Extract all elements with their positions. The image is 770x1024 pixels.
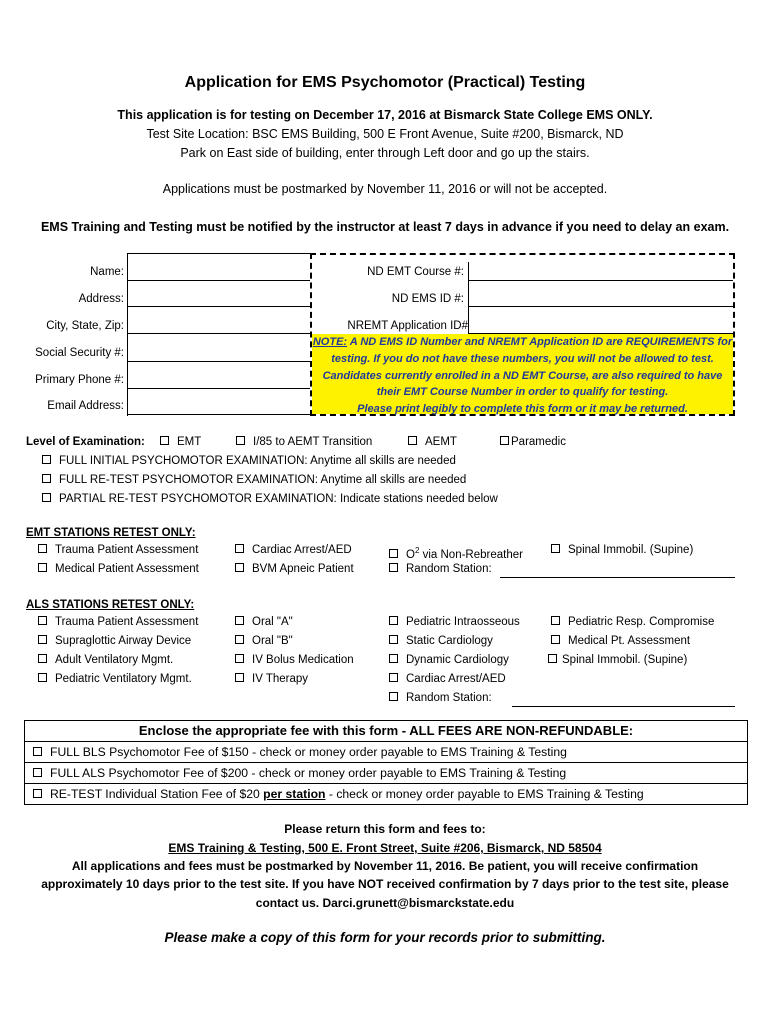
checkbox-icon[interactable]	[389, 563, 398, 572]
checkbox-icon[interactable]	[500, 436, 509, 445]
postmark-line: Applications must be postmarked by November 11, 2016 or will not be accepted.	[162, 182, 608, 196]
level-aemt[interactable]	[408, 436, 457, 448]
checkbox-icon[interactable]	[235, 654, 244, 663]
checkbox-icon[interactable]	[548, 654, 557, 663]
level-i85[interactable]	[236, 436, 372, 448]
station-label: Cardiac Arrest/AED	[252, 544, 352, 556]
phone-field[interactable]	[127, 388, 310, 389]
level-label: Level of Examination:	[26, 436, 145, 448]
als-col4-item[interactable]	[551, 616, 714, 628]
checkbox-icon[interactable]	[389, 654, 398, 663]
exam-type-full-retest[interactable]	[42, 474, 466, 486]
station-label: Pediatric Intraosseous	[406, 616, 520, 628]
fee-bls[interactable]	[25, 742, 747, 763]
fee-label-suffix: - check or money order payable to EMS Training & Testing	[325, 787, 644, 801]
exam-type-label: FULL RE-TEST PSYCHOMOTOR EXAMINATION: Anytime all skills are needed	[59, 474, 467, 486]
station-label: Pediatric Resp. Compromise	[568, 616, 715, 628]
als-col1-item[interactable]	[38, 616, 198, 628]
station-label: IV Bolus Medication	[252, 654, 354, 666]
checkbox-icon[interactable]	[389, 692, 398, 701]
checkbox-icon[interactable]	[551, 544, 560, 553]
emt-o2[interactable]	[389, 546, 523, 561]
station-label: Cardiac Arrest/AED	[406, 673, 506, 685]
als-col2-item[interactable]	[235, 616, 293, 628]
station-label: Spinal Immobil. (Supine)	[562, 654, 688, 666]
station-label: Trauma Patient Assessment	[55, 616, 199, 628]
level-aemt-label: AEMT	[425, 436, 457, 448]
fee-label: FULL BLS Psychomotor Fee of $150 - check or money order payable to EMS Training & Testing	[50, 745, 567, 759]
checkbox-icon[interactable]	[389, 673, 398, 682]
checkbox-icon[interactable]	[38, 563, 47, 572]
fee-label: FULL ALS Psychomotor Fee of $200 - check or money order payable to EMS Training & Testing	[50, 766, 567, 780]
station-label-suffix: via Non-Rebreather	[419, 548, 523, 561]
checkbox-icon[interactable]	[235, 544, 244, 553]
fee-label: RE-TEST Individual Station Fee of $20	[50, 787, 264, 801]
name-label: Name:	[90, 266, 124, 278]
checkbox-icon[interactable]	[38, 544, 47, 553]
fees-table	[24, 720, 748, 805]
station-label: Oral "A"	[252, 616, 293, 628]
course-number-field[interactable]	[468, 280, 733, 281]
als-col2-item[interactable]	[235, 654, 354, 666]
emt-cardiac[interactable]	[235, 544, 352, 556]
station-label: Medical Patient Assessment	[55, 563, 199, 575]
return-line-4: approximately 10 days prior to the test site. If you have NOT received confirmation by 7 days prior to the test site, please	[41, 877, 729, 891]
checkbox-icon[interactable]	[389, 635, 398, 644]
station-label: Trauma Patient Assessment	[55, 544, 199, 556]
ems-id-field[interactable]	[468, 306, 733, 307]
checkbox-icon[interactable]	[33, 768, 42, 777]
als-col1-item[interactable]	[38, 654, 173, 666]
station-label: Random Station:	[406, 563, 492, 575]
return-line-3: All applications and fees must be postmarked by November 11, 2016. Be patient, you will receive confirmation	[71, 859, 699, 873]
requirements-note	[312, 334, 733, 414]
checkbox-icon[interactable]	[236, 436, 245, 445]
checkbox-icon[interactable]	[389, 616, 398, 625]
checkbox-icon[interactable]	[160, 436, 169, 445]
test-date-line: This application is for testing on December 17, 2016 at Bismarck State College EMS ONLY.	[117, 108, 653, 122]
level-emt[interactable]	[160, 436, 201, 448]
emt-spinal[interactable]	[551, 544, 693, 556]
test-location-line: Test Site Location: BSC EMS Building, 500 E Front Avenue, Suite #200, Bismarck, ND	[146, 127, 624, 141]
note-line-3: Candidates currently enrolled in a ND EMT Course, are also required to have	[322, 369, 723, 382]
checkbox-icon[interactable]	[235, 673, 244, 682]
checkbox-icon[interactable]	[235, 635, 244, 644]
checkbox-icon[interactable]	[38, 654, 47, 663]
als-col4-item[interactable]	[551, 635, 690, 647]
als-col1-item[interactable]	[38, 673, 192, 685]
exam-type-partial-retest[interactable]	[42, 493, 498, 505]
nremt-id-label: NREMT Application ID#	[347, 320, 468, 332]
als-col2-item[interactable]	[235, 635, 293, 647]
return-address: EMS Training & Testing, 500 E. Front Street, Suite #206, Bismarck, ND 58504	[168, 841, 602, 855]
checkbox-icon[interactable]	[38, 616, 47, 625]
station-label: Spinal Immobil. (Supine)	[568, 544, 694, 556]
field-column-divider	[127, 253, 128, 416]
als-col1-item[interactable]	[38, 635, 191, 647]
exam-type-label: FULL INITIAL PSYCHOMOTOR EXAMINATION: Anytime all skills are needed	[59, 455, 456, 467]
station-label: Supraglottic Airway Device	[55, 635, 192, 647]
field-top-line	[127, 253, 310, 254]
emt-trauma[interactable]	[38, 544, 198, 556]
station-label: Static Cardiology	[406, 635, 493, 647]
email-label: Email Address:	[47, 400, 124, 412]
emt-bvm[interactable]	[235, 563, 354, 575]
page-title: Application for EMS Psychomotor (Practical) Testing	[184, 74, 586, 91]
address-field[interactable]	[127, 306, 310, 307]
checkbox-icon[interactable]	[42, 493, 51, 502]
return-line-5: contact us. Darci.grunett@bismarckstate.edu	[255, 896, 515, 910]
ssn-field[interactable]	[127, 361, 310, 362]
email-field[interactable]	[127, 414, 310, 415]
ssn-label: Social Security #:	[35, 347, 124, 359]
delay-notice: EMS Training and Testing must be notified by the instructor at least 7 days in advance if you need to delay an exam.	[40, 220, 730, 234]
parking-line: Park on East side of building, enter through Left door and go up the stairs.	[180, 146, 590, 160]
als-col3-item[interactable]	[389, 635, 493, 647]
station-label: BVM Apneic Patient	[252, 563, 354, 575]
emt-stations-heading: EMT STATIONS RETEST ONLY:	[26, 527, 196, 539]
level-emt-label: EMT	[177, 436, 202, 448]
checkbox-icon[interactable]	[38, 635, 47, 644]
fee-label-emphasis: per station	[263, 787, 326, 801]
return-heading: Please return this form and fees to:	[284, 822, 486, 836]
level-i85-label: I/85 to AEMT Transition	[253, 436, 373, 448]
fee-als[interactable]	[25, 763, 747, 784]
fee-retest[interactable]	[25, 784, 747, 804]
station-label: Pediatric Ventilatory Mgmt.	[55, 673, 192, 685]
level-paramedic-label: Paramedic	[511, 436, 566, 448]
checkbox-icon[interactable]	[33, 789, 42, 798]
als-col3-item[interactable]	[389, 616, 520, 628]
note-line-2: testing. If you do not have these numbers, you will not be allowed to test.	[331, 352, 714, 365]
checkbox-icon[interactable]	[551, 616, 560, 625]
note-line-1: A ND EMS ID Number and NREMT Application ID are REQUIREMENTS for	[347, 336, 733, 348]
level-paramedic[interactable]	[500, 436, 566, 448]
exam-type-label: PARTIAL RE-TEST PSYCHOMOTOR EXAMINATION: Indicate stations needed below	[59, 493, 498, 505]
als-col3-item[interactable]	[389, 654, 509, 666]
als-random[interactable]	[389, 692, 492, 704]
id-field-divider	[468, 262, 469, 334]
checkbox-icon[interactable]	[38, 673, 47, 682]
note-line-5: Please print legibly to complete this form or it may be returned.	[357, 403, 688, 416]
emt-random-field[interactable]	[500, 577, 735, 578]
station-label: Medical Pt. Assessment	[568, 635, 691, 647]
als-col4-item[interactable]	[548, 654, 687, 666]
checkbox-icon[interactable]	[33, 747, 42, 756]
station-label: Oral "B"	[252, 635, 293, 647]
station-label: Random Station:	[406, 692, 492, 704]
checkbox-icon[interactable]	[42, 455, 51, 464]
city-state-zip-field[interactable]	[127, 333, 310, 334]
emt-medical[interactable]	[38, 563, 199, 575]
station-label: Adult Ventilatory Mgmt.	[55, 654, 174, 666]
station-label: O	[406, 548, 415, 561]
als-random-field[interactable]	[512, 706, 735, 707]
checkbox-icon[interactable]	[551, 635, 560, 644]
checkbox-icon[interactable]	[389, 549, 398, 558]
checkbox-icon[interactable]	[408, 436, 417, 445]
note-prefix: NOTE:	[312, 336, 348, 348]
ems-id-label: ND EMS ID #:	[391, 293, 464, 305]
checkbox-icon[interactable]	[235, 616, 244, 625]
note-line-4: their EMT Course Number in order to qualify for testing.	[376, 386, 669, 399]
checkbox-icon[interactable]	[235, 563, 244, 572]
checkbox-icon[interactable]	[42, 474, 51, 483]
name-field[interactable]	[127, 280, 310, 281]
als-col2-item[interactable]	[235, 673, 308, 685]
station-label: IV Therapy	[252, 673, 309, 685]
copy-reminder: Please make a copy of this form for your records prior to submitting.	[164, 930, 606, 945]
address-label: Address:	[78, 293, 124, 305]
o2-superscript: 2	[414, 546, 420, 555]
emt-random[interactable]	[389, 563, 492, 575]
city-state-zip-label: City, State, Zip:	[46, 320, 124, 332]
exam-type-full-initial[interactable]	[42, 455, 456, 467]
course-number-label: ND EMT Course #:	[367, 266, 464, 278]
als-col3-item[interactable]	[389, 673, 506, 685]
fees-heading: Enclose the appropriate fee with this form - ALL FEES ARE NON-REFUNDABLE:	[25, 721, 747, 742]
als-stations-heading: ALS STATIONS RETEST ONLY:	[26, 599, 195, 611]
station-label: Dynamic Cardiology	[406, 654, 509, 666]
phone-label: Primary Phone #:	[35, 374, 124, 386]
